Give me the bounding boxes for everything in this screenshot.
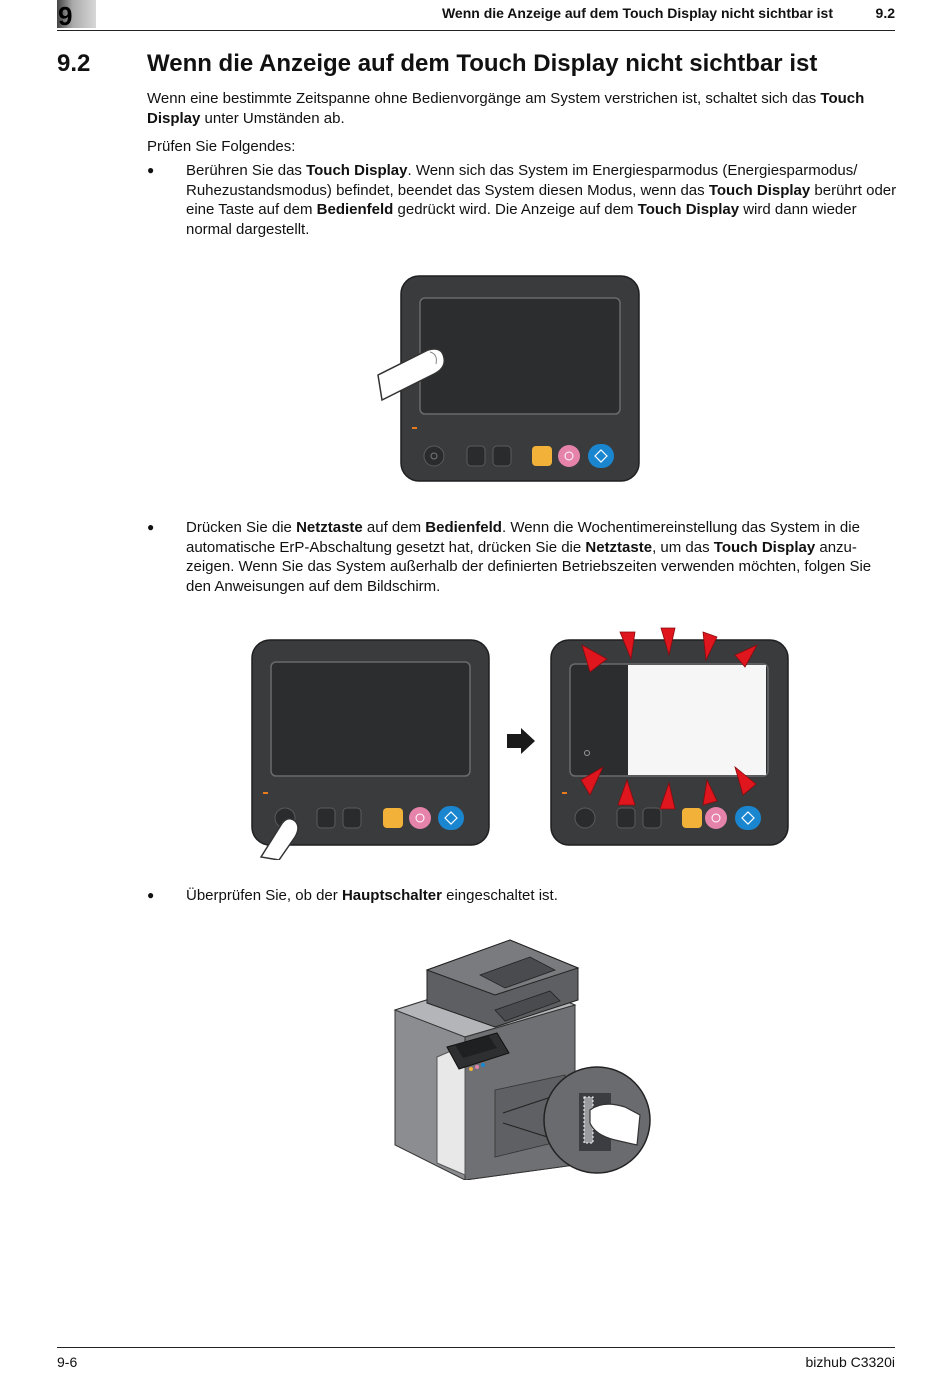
section-number: 9.2	[57, 50, 91, 77]
bullet-touch-display: ● Berühren Sie das Touch Display. Wenn sich das System im Energiesparmodus (Energiesparmodus/ Ruhezustandsmodus) befindet, beendet das System diesen Modus, wenn das Touch Display berührt oder eine Taste auf dem Bedienfeld gedrückt wird. Die Anzeige auf dem Touch Display wird dann wieder normal dargestellt.	[147, 162, 897, 238]
page-number: 9-6	[57, 1354, 78, 1370]
bullet-dot: ●	[147, 888, 155, 902]
chapter-number: 9	[58, 1, 73, 31]
bullet-power-key: ● Drücken Sie die Netztaste auf dem Bedienfeld. Wenn die Wochentimereinstellung das System in die automatische ErP-Abschaltung gesetzt hat, drücken Sie die Netztaste, um das Touch Display anzu-zeigen. Wenn Sie das System außerhalb der definierten Betriebszeiten verwenden möchten, folgen Sie den Anweisungen auf dem Bildschirm.	[147, 519, 872, 595]
bullet-dot: ●	[147, 520, 155, 534]
page-footer	[57, 1347, 895, 1378]
main-switch-figure	[385, 935, 660, 1180]
header-section-number: 9.2	[875, 5, 895, 21]
header-title: Wenn die Anzeige auf dem Touch Display nicht sichtbar ist	[441, 5, 833, 21]
bullet-main-switch: ● Überprüfen Sie, ob der Hauptschalter eingeschaltet ist.	[147, 887, 558, 904]
intro-paragraph: Wenn eine bestimmte Zeitspanne ohne Bedienvorgänge am System verstrichen ist, schaltet sich das Touch Display unter Umständen ab.	[147, 90, 865, 127]
product-name: bizhub C3320i	[805, 1354, 895, 1370]
power-key-figure	[245, 625, 795, 860]
section-title: Wenn die Anzeige auf dem Touch Display nicht sichtbar ist	[147, 50, 818, 77]
page-header	[57, 0, 895, 31]
check-label: Prüfen Sie Folgendes:	[147, 138, 296, 155]
touch-panel-figure	[370, 270, 650, 490]
bullet-dot: ●	[147, 163, 155, 177]
